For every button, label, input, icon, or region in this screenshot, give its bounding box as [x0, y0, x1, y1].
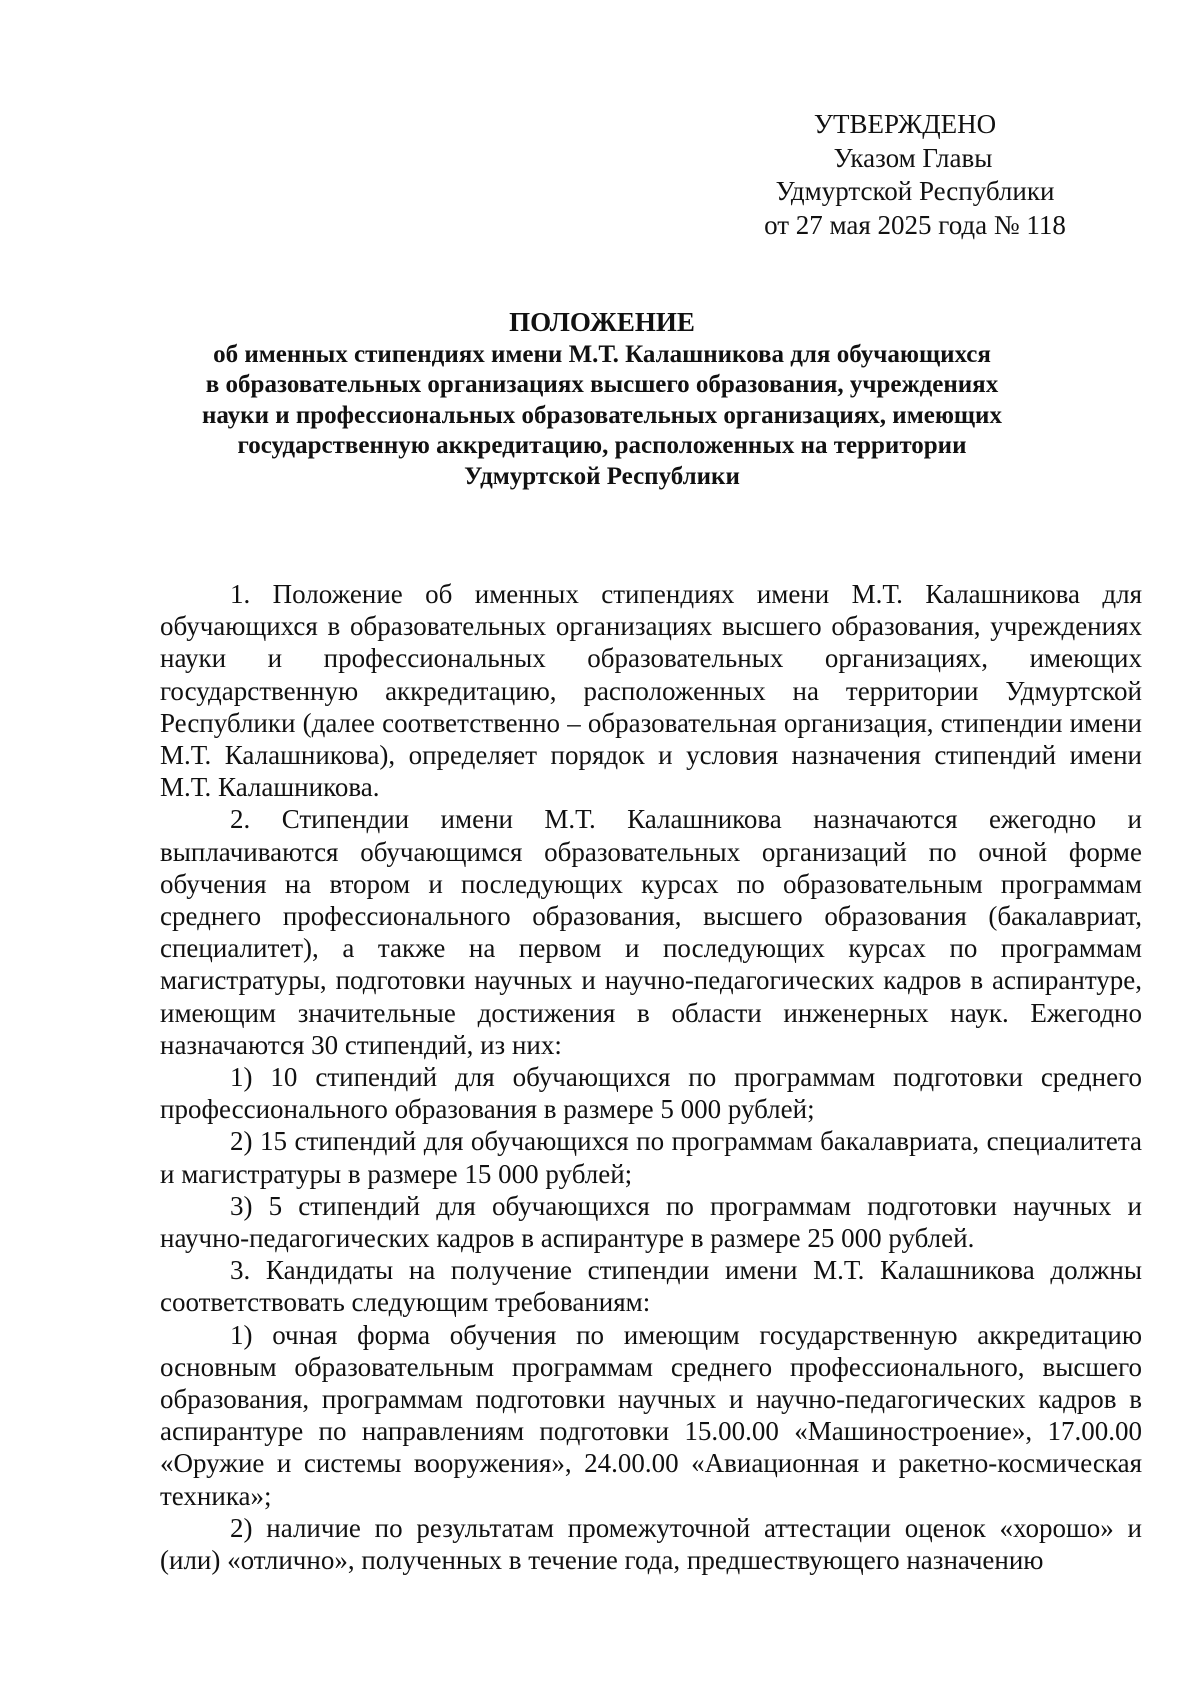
list-item: 2) 15 стипендий для обучающихся по программам бакалавриата, специалитета и магистратуры в размере 15 000 рублей;: [160, 1126, 1142, 1189]
approval-line: Указом Главы: [833, 142, 993, 173]
document-subtitle-line: государственную аккредитацию, расположенных на территории: [237, 432, 967, 459]
document-title-block: [150, 307, 1054, 492]
document-title: ПОЛОЖЕНИЕ: [509, 307, 695, 337]
list-item: 1) 10 стипендий для обучающихся по программам подготовки среднего профессионального образования в размере 5 000 рублей;: [160, 1062, 1142, 1125]
document-body: [160, 578, 1142, 1576]
approval-line: Удмуртской Республики: [775, 176, 1055, 206]
paragraph: 3. Кандидаты на получение стипендии имени М.Т. Калашникова должны соответствовать следующим требованиям:: [160, 1255, 1142, 1318]
document-subtitle-line: в образовательных организациях высшего образования, учреждениях: [205, 371, 999, 398]
approval-line: от 27 мая 2025 года № 118: [764, 209, 1066, 240]
document-subtitle-line: науки и профессиональных образовательных организациях, имеющих: [202, 401, 1002, 429]
list-item: 3) 5 стипендий для обучающихся по программам подготовки научных и научно-педагогических кадров в аспирантуре в размере 25 000 рублей.: [160, 1190, 1142, 1254]
paragraph: 2. Стипендии имени М.Т. Калашникова назначаются ежегодно и выплачиваются обучающимся образовательных организаций по очной форме обучения на втором и последующих курсах по образовательным программам среднего профессионального образования, высшего образования (бакалавриат, специалитет), а также на первом и последующих курсах по программам магистратуры, подготовки научных и научно-педагогических кадров в аспирантуре, имеющим значительные достижения в области инженерных наук. Ежегодно назначаются 30 стипендий, из них:: [160, 804, 1142, 1060]
approval-stamp: [720, 108, 1120, 242]
document-subtitle-line: об именных стипендиях имени М.Т. Калашникова для обучающихся: [213, 340, 991, 368]
list-item: 1) очная форма обучения по имеющим государственную аккредитацию основным образовательным программам среднего профессионального, высшего образования, программам подготовки научных и научно-педагогических кадров в аспирантуре по направлениям подготовки 15.00.00 «Машиностроение», 17.00.00 «Оружие и системы вооружения», 24.00.00 «Авиационная и ракетно-космическая техника»;: [160, 1319, 1142, 1511]
approval-line: УТВЕРЖДЕНО: [813, 109, 997, 139]
list-item: 2) наличие по результатам промежуточной аттестации оценок «хорошо» и (или) «отлично», полученных в течение года, предшествующего назначению: [160, 1512, 1142, 1576]
document-subtitle-line: Удмуртской Республики: [464, 462, 740, 490]
paragraph: 1. Положение об именных стипендиях имени М.Т. Калашникова для обучающихся в образовательных организациях высшего образования, учреждениях науки и профессиональных образовательных организациях, имеющих государственную аккредитацию, расположенных на территории Удмуртской Республики (далее соответственно – образовательная организация, стипендии имени М.Т. Калашникова), определяет порядок и условия назначения стипендий имени М.Т. Калашникова.: [160, 579, 1142, 803]
